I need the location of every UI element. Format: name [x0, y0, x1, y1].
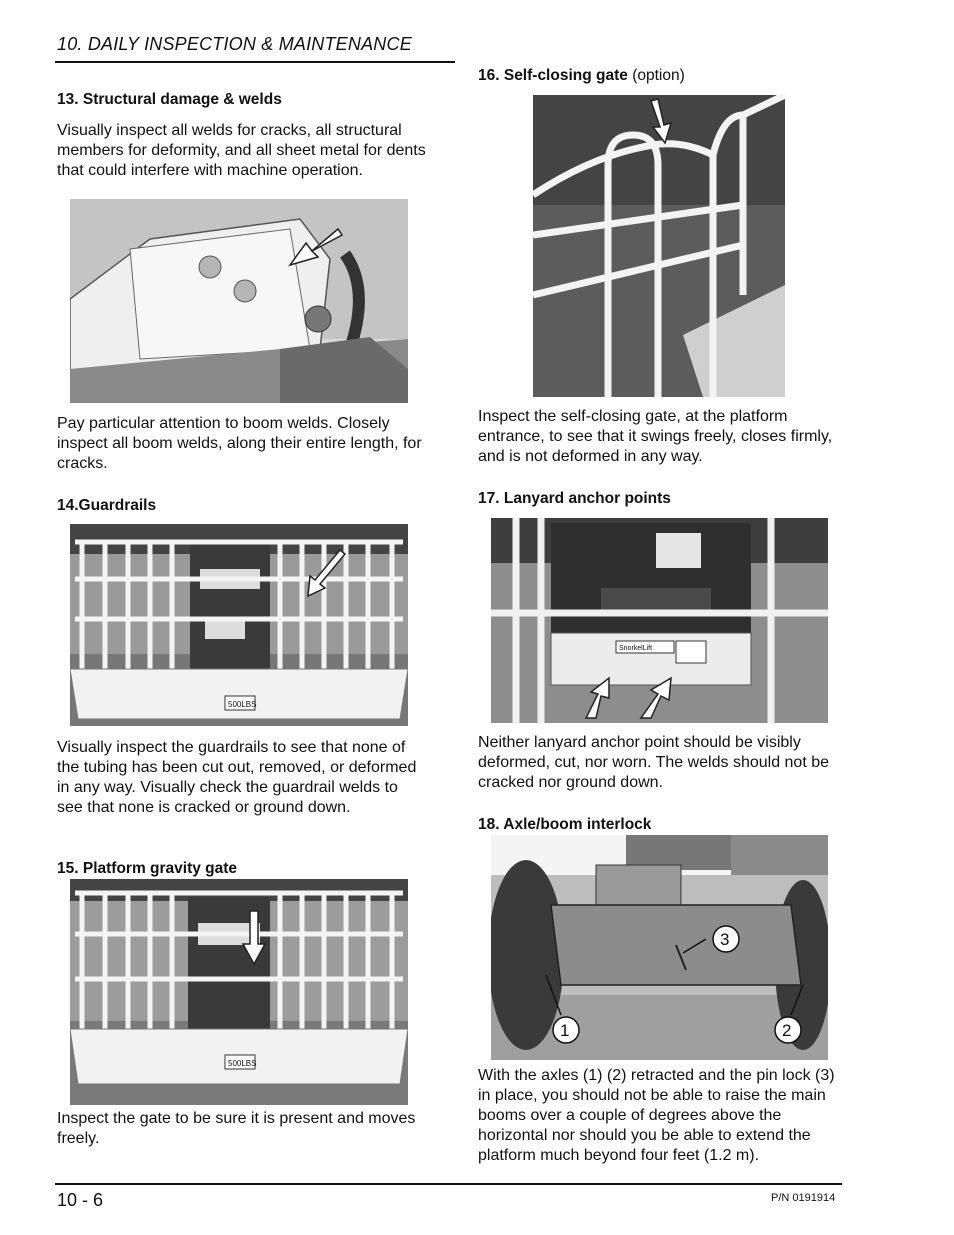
section-15-heading: 15. Platform gravity gate: [57, 860, 238, 877]
section-18-heading: 18. Axle/boom interlock: [478, 816, 652, 833]
page-header-title: 10. DAILY INSPECTION & MAINTENANCE: [57, 34, 412, 54]
page-number: 10 - 6: [57, 1190, 104, 1210]
structural-welds-photo: [70, 199, 408, 403]
section-17-text: Neither lanyard anchor point should be visibly deformed, cut, nor worn. The welds should not be cracked nor ground down.: [478, 734, 830, 791]
callout-1: [553, 1017, 579, 1043]
section-16-heading: [478, 67, 685, 85]
section-13-text: Visually inspect all welds for cracks, all structural members for deformity, and all sheet metal for dents that could interfere with machine operation.: [57, 122, 426, 179]
section-13-boom-text: Pay particular attention to boom welds. Closely inspect all boom welds, along their entire length, for cracks.: [57, 415, 422, 472]
lanyard-anchor-photo: [491, 518, 828, 723]
gravity-gate-photo: [70, 879, 408, 1105]
capacity-plate-label: 500LBS: [228, 700, 257, 709]
footer-rule: [55, 1183, 842, 1185]
capacity-plate-label: 500LBS: [228, 1059, 257, 1068]
section-16-heading-option: (option): [632, 67, 685, 84]
part-number: P/N 0191914: [771, 1192, 836, 1204]
section-16-heading-title: 16. Self-closing gate: [478, 67, 628, 84]
section-13-heading: 13. Structural damage & welds: [57, 91, 282, 108]
section-14-heading: 14.Guardrails: [57, 497, 157, 514]
section-18-text: With the axles (1) (2) retracted and the pin lock (3) in place, you should not be able to raise the main booms over a couple of degrees above the horizontal nor should you be able to extend the platform much beyond four feet (1.2 m).: [478, 1067, 835, 1164]
section-15-text: Inspect the gate to be sure it is present and moves freely.: [57, 1110, 416, 1147]
section-17-heading: 17. Lanyard anchor points: [478, 490, 671, 507]
header-rule: [55, 61, 455, 63]
axle-interlock-photo: [491, 835, 828, 1060]
callout-3: [713, 926, 739, 952]
callout-3-label: 3: [720, 930, 730, 949]
section-14-text: Visually inspect the guardrails to see that none of the tubing has been cut out, removed, or deformed in any way. Visually check the guardrail welds to see that none is cracked or ground down.: [57, 739, 417, 816]
callout-2: [775, 1017, 801, 1043]
callout-2-label: 2: [782, 1021, 792, 1040]
guardrails-photo: [70, 524, 408, 726]
self-closing-gate-photo: [533, 95, 785, 397]
section-16-text: Inspect the self-closing gate, at the platform entrance, to see that it swings freely, closes firmly, and is not deformed in any way.: [478, 408, 833, 465]
decal-label: SnorkelLift: [619, 645, 653, 652]
callout-1-label: 1: [560, 1021, 570, 1040]
